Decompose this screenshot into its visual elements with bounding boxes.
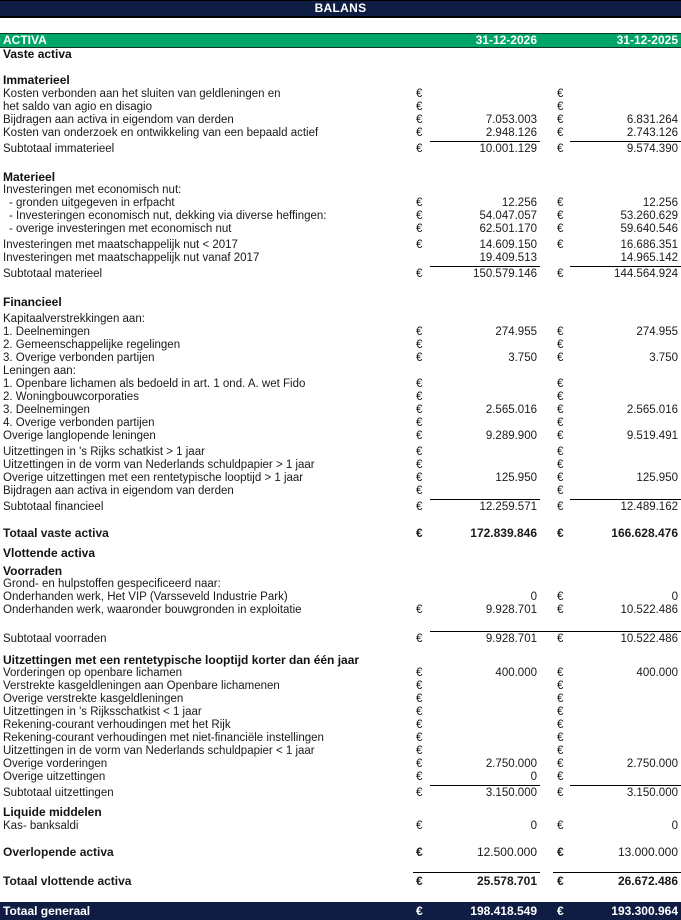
row-label: 1. Openbare lichamen als bedoeld in art. 1 ond. A. wet Fido	[3, 378, 306, 390]
currency-symbol: €	[416, 758, 423, 770]
currency-symbol: €	[557, 526, 564, 540]
currency-symbol: €	[557, 391, 564, 403]
table-row	[0, 223, 681, 236]
currency-symbol: €	[557, 591, 564, 603]
table-row	[0, 771, 681, 784]
value-2026: 0	[530, 591, 537, 603]
currency-symbol: €	[416, 845, 423, 859]
table-row	[0, 114, 681, 127]
table-row	[0, 485, 681, 498]
value-2025: 14.965.142	[620, 252, 678, 264]
table-row	[0, 352, 681, 365]
row-label: Subtotaal financieel	[3, 501, 104, 513]
row-label: 2. Gemeenschappelijke regelingen	[3, 339, 181, 351]
currency-symbol: €	[557, 904, 564, 918]
currency-symbol: €	[557, 417, 564, 429]
grand-total-2026: 198.418.549	[470, 904, 537, 918]
table-row	[0, 633, 681, 646]
value-2025: 12.489.162	[620, 501, 678, 513]
value-2025: 16.686.351	[620, 239, 678, 251]
grand-total-2025: 193.300.964	[611, 904, 678, 918]
subtotal-divider	[430, 631, 681, 632]
table-row	[0, 706, 681, 719]
subtotal-divider	[430, 785, 540, 786]
table-row	[0, 88, 681, 101]
currency-symbol: €	[416, 820, 423, 832]
table-row	[0, 378, 681, 391]
row-label: Verstrekte kasgeldleningen aan Openbare lichamenen	[3, 680, 280, 692]
table-row	[0, 732, 681, 745]
subtotal-divider	[413, 872, 540, 873]
value-2025: 13.000.000	[617, 845, 678, 859]
value-2026: 3.150.000	[485, 787, 537, 799]
currency-symbol: €	[416, 459, 423, 471]
row-label: Kapitaalverstrekkingen aan:	[3, 313, 145, 325]
row-label: Overige langlopende leningen	[3, 430, 156, 442]
currency-symbol: €	[416, 719, 423, 731]
section-heading	[0, 654, 681, 667]
table-row	[0, 591, 681, 604]
subtotal-divider	[570, 785, 681, 786]
row-label: Materieel	[3, 170, 56, 184]
value-2026: 9.928.701	[485, 633, 537, 645]
value-2026: 54.047.057	[479, 210, 537, 222]
value-2025: 6.831.264	[626, 114, 678, 126]
currency-symbol: €	[416, 127, 423, 139]
page-title: BALANS	[314, 1, 367, 15]
currency-symbol: €	[557, 787, 564, 799]
row-label: 4. Overige verbonden partijen	[3, 417, 155, 429]
table-row	[0, 417, 681, 430]
table-row	[0, 252, 681, 265]
value-2026: 9.928.701	[485, 604, 537, 616]
currency-symbol: €	[416, 732, 423, 744]
value-2025: 12.256	[642, 197, 678, 209]
currency-symbol: €	[416, 391, 423, 403]
row-label: Rekening-courant verhoudingen met niet-financiële instellingen	[3, 732, 324, 744]
subtotal-divider	[570, 499, 681, 500]
table-row	[0, 446, 681, 459]
value-2025: 3.750	[649, 352, 678, 364]
table-row	[0, 197, 681, 210]
currency-symbol: €	[557, 845, 564, 859]
value-2025: 400.000	[636, 667, 678, 679]
table-row	[0, 527, 681, 540]
table-row	[0, 210, 681, 223]
currency-symbol: €	[557, 459, 564, 471]
value-2026: 400.000	[495, 667, 537, 679]
table-row	[0, 404, 681, 417]
row-label: Uitzettingen in 's Rijksschatkist < 1 jaar	[3, 706, 202, 718]
table-row	[0, 184, 681, 197]
row-label: Subtotaal uitzettingen	[3, 787, 114, 799]
row-label: 1. Deelnemingen	[3, 326, 90, 338]
currency-symbol: €	[416, 787, 423, 799]
column-header-2026: 31-12-2026	[475, 33, 537, 47]
row-label: Liquide middelen	[3, 805, 102, 819]
currency-symbol: €	[557, 667, 564, 679]
currency-symbol: €	[557, 472, 564, 484]
value-2025: 0	[671, 820, 678, 832]
currency-symbol: €	[557, 352, 564, 364]
row-label: - gronden uitgegeven in erfpacht	[9, 197, 175, 209]
value-2026: 2.948.126	[485, 127, 537, 139]
currency-symbol: €	[416, 633, 423, 645]
value-2025: 166.628.476	[611, 526, 678, 540]
table-row	[0, 239, 681, 252]
value-2026: 14.609.150	[479, 239, 537, 251]
table-row	[0, 787, 681, 800]
currency-symbol: €	[416, 693, 423, 705]
currency-symbol: €	[557, 446, 564, 458]
row-label: Investeringen met maatschappelijk nut < 2017	[3, 239, 238, 251]
value-2025: 2.750.000	[626, 758, 678, 770]
currency-symbol: €	[557, 874, 564, 888]
row-label: Subtotaal voorraden	[3, 633, 107, 645]
value-2026: 2.565.016	[485, 404, 537, 416]
value-2026: 10.001.129	[479, 143, 537, 155]
row-label: Investeringen met maatschappelijk nut vanaf 2017	[3, 252, 260, 264]
row-label: Onderhanden werk, waaronder bouwgronden in exploitatie	[3, 604, 302, 616]
value-2025: 53.260.629	[620, 210, 678, 222]
section-heading	[0, 565, 681, 578]
currency-symbol: €	[416, 114, 423, 126]
value-2025: 2.565.016	[626, 404, 678, 416]
value-2026: 9.289.900	[485, 430, 537, 442]
row-label: Vlottende activa	[3, 546, 96, 560]
subtotal-divider	[570, 266, 681, 267]
grand-total-row	[0, 902, 681, 920]
table-row	[0, 745, 681, 758]
section-heading	[0, 48, 681, 61]
row-label: - Investeringen economisch nut, dekking via diverse heffingen:	[9, 210, 327, 222]
value-2025: 125.950	[636, 472, 678, 484]
subtotal-divider	[430, 141, 540, 142]
currency-symbol: €	[557, 680, 564, 692]
value-2026: 0	[530, 771, 537, 783]
currency-symbol: €	[557, 127, 564, 139]
table-row	[0, 875, 681, 888]
currency-symbol: €	[416, 667, 423, 679]
grand-total-label: Totaal generaal	[3, 904, 91, 918]
column-header	[0, 33, 681, 48]
value-2026: 19.409.513	[479, 252, 537, 264]
row-label: Uitzettingen met een rentetypische looptijd korter dan één jaar	[3, 653, 360, 667]
currency-symbol: €	[557, 706, 564, 718]
section-heading	[0, 806, 681, 819]
currency-symbol: €	[416, 352, 423, 364]
table-row	[0, 391, 681, 404]
currency-symbol: €	[557, 239, 564, 251]
currency-symbol: €	[416, 326, 423, 338]
value-2026: 172.839.846	[470, 526, 537, 540]
section-heading	[0, 171, 681, 184]
value-2025: 26.672.486	[617, 874, 678, 888]
section-heading	[0, 547, 681, 560]
row-label: - overige investeringen met economisch nut	[9, 223, 232, 235]
section-heading	[0, 74, 681, 87]
table-row	[0, 604, 681, 617]
currency-symbol: €	[557, 745, 564, 757]
value-2026: 62.501.170	[479, 223, 537, 235]
currency-symbol: €	[557, 378, 564, 390]
currency-symbol: €	[557, 501, 564, 513]
currency-symbol: €	[416, 268, 423, 280]
table-row	[0, 313, 681, 326]
table-row	[0, 501, 681, 514]
currency-symbol: €	[416, 604, 423, 616]
row-label: Vaste activa	[3, 47, 72, 61]
value-2026: 3.750	[508, 352, 537, 364]
currency-symbol: €	[557, 820, 564, 832]
currency-symbol: €	[557, 633, 564, 645]
value-2025: 2.743.126	[626, 127, 678, 139]
table-row	[0, 101, 681, 114]
currency-symbol: €	[416, 874, 423, 888]
currency-symbol: €	[557, 758, 564, 770]
row-label: Leningen aan:	[3, 365, 76, 377]
currency-symbol: €	[557, 88, 564, 100]
currency-symbol: €	[416, 417, 423, 429]
currency-symbol: €	[416, 101, 423, 113]
row-label: het saldo van agio en disagio	[3, 101, 152, 113]
value-2026: 25.578.701	[476, 874, 537, 888]
table-row	[0, 268, 681, 281]
currency-symbol: €	[416, 472, 423, 484]
currency-symbol: €	[416, 404, 423, 416]
currency-symbol: €	[557, 268, 564, 280]
row-label: 2. Woningbouwcorporaties	[3, 391, 139, 403]
currency-symbol: €	[416, 430, 423, 442]
currency-symbol: €	[557, 143, 564, 155]
table-row	[0, 758, 681, 771]
table-row	[0, 339, 681, 352]
row-label: Bijdragen aan activa in eigendom van derden	[3, 114, 234, 126]
column-header-2025: 31-12-2025	[616, 33, 678, 47]
subtotal-divider	[553, 872, 681, 873]
row-label: 3. Deelnemingen	[3, 404, 90, 416]
row-label: Voorraden	[3, 564, 63, 578]
currency-symbol: €	[416, 526, 423, 540]
currency-symbol: €	[416, 239, 423, 251]
currency-symbol: €	[416, 339, 423, 351]
row-label: Totaal vaste activa	[3, 526, 109, 540]
row-label: Immaterieel	[3, 73, 70, 87]
currency-symbol: €	[416, 378, 423, 390]
row-label: Uitzettingen in de vorm van Nederlands schuldpapier < 1 jaar	[3, 745, 315, 757]
row-label: Overige uitzettingen met een rentetypische looptijd > 1 jaar	[3, 472, 304, 484]
row-label: Overige vorderingen	[3, 758, 108, 770]
value-2026: 2.750.000	[485, 758, 537, 770]
currency-symbol: €	[557, 101, 564, 113]
table-row	[0, 430, 681, 443]
row-label: Kosten van onderzoek en ontwikkeling van een bepaald actief	[3, 127, 319, 139]
value-2025: 3.150.000	[626, 787, 678, 799]
column-header-activa: ACTIVA	[3, 33, 47, 47]
row-label: Subtotaal materieel	[3, 268, 103, 280]
value-2026: 12.256	[501, 197, 537, 209]
table-row	[0, 472, 681, 485]
table-row	[0, 326, 681, 339]
currency-symbol: €	[557, 326, 564, 338]
value-2025: 144.564.924	[614, 268, 678, 280]
currency-symbol: €	[557, 732, 564, 744]
subtotal-divider	[570, 141, 681, 142]
value-2025: 274.955	[636, 326, 678, 338]
table-row	[0, 820, 681, 833]
table-row	[0, 459, 681, 472]
row-label: Grond- en hulpstoffen gespecificeerd naar:	[3, 578, 221, 590]
currency-symbol: €	[557, 404, 564, 416]
row-label: 3. Overige verbonden partijen	[3, 352, 155, 364]
table-row	[0, 719, 681, 732]
value-2026: 150.579.146	[473, 268, 537, 280]
value-2025: 0	[671, 591, 678, 603]
value-2025: 10.522.486	[620, 604, 678, 616]
currency-symbol: €	[557, 197, 564, 209]
row-label: Uitzettingen in de vorm van Nederlands schuldpapier > 1 jaar	[3, 459, 315, 471]
row-label: Uitzettingen in 's Rijks schatkist > 1 jaar	[3, 446, 205, 458]
value-2026: 274.955	[495, 326, 537, 338]
row-label: Overlopende activa	[3, 845, 114, 859]
table-row	[0, 846, 681, 859]
table-row	[0, 143, 681, 156]
currency-symbol: €	[416, 446, 423, 458]
currency-symbol: €	[416, 143, 423, 155]
currency-symbol: €	[416, 197, 423, 209]
subtotal-divider	[430, 499, 540, 500]
value-2026: 125.950	[495, 472, 537, 484]
currency-symbol: €	[416, 904, 423, 918]
row-label: Investeringen met economisch nut:	[3, 184, 182, 196]
currency-symbol: €	[557, 223, 564, 235]
value-2025: 9.519.491	[626, 430, 678, 442]
value-2026: 0	[530, 820, 537, 832]
currency-symbol: €	[557, 485, 564, 497]
value-2026: 12.500.000	[476, 845, 537, 859]
currency-symbol: €	[416, 680, 423, 692]
value-2026: 7.053.003	[485, 114, 537, 126]
subtotal-divider	[430, 266, 540, 267]
row-label: Kosten verbonden aan het sluiten van geldleningen en	[3, 88, 281, 100]
value-2026: 12.259.571	[479, 501, 537, 513]
value-2025: 10.522.486	[620, 633, 678, 645]
section-heading	[0, 296, 681, 309]
row-label: Bijdragen aan activa in eigendom van derden	[3, 485, 234, 497]
currency-symbol: €	[416, 88, 423, 100]
row-label: Subtotaal immaterieel	[3, 143, 115, 155]
table-row	[0, 578, 681, 591]
row-label: Vorderingen op openbare lichamen	[3, 667, 183, 679]
currency-symbol: €	[416, 745, 423, 757]
currency-symbol: €	[416, 210, 423, 222]
table-row	[0, 667, 681, 680]
title-bar	[0, 0, 681, 18]
row-label: Rekening-courant verhoudingen met het Rijk	[3, 719, 231, 731]
value-2025: 9.574.390	[626, 143, 678, 155]
currency-symbol: €	[557, 210, 564, 222]
currency-symbol: €	[416, 706, 423, 718]
row-label: Overige verstrekte kasgeldleningen	[3, 693, 184, 705]
row-label: Kas- banksaldi	[3, 820, 79, 832]
row-label: Totaal vlottende activa	[3, 874, 132, 888]
table-row	[0, 365, 681, 378]
table-row	[0, 127, 681, 140]
row-label: Financieel	[3, 295, 62, 309]
currency-symbol: €	[416, 501, 423, 513]
currency-symbol: €	[416, 771, 423, 783]
value-2025: 59.640.546	[620, 223, 678, 235]
table-row	[0, 680, 681, 693]
currency-symbol: €	[557, 339, 564, 351]
currency-symbol: €	[416, 485, 423, 497]
currency-symbol: €	[416, 223, 423, 235]
currency-symbol: €	[557, 771, 564, 783]
currency-symbol: €	[557, 430, 564, 442]
row-label: Onderhanden werk, Het VIP (Varsseveld Industrie Park)	[3, 591, 288, 603]
row-label: Overige uitzettingen	[3, 771, 106, 783]
currency-symbol: €	[557, 604, 564, 616]
table-row	[0, 693, 681, 706]
currency-symbol: €	[557, 719, 564, 731]
currency-symbol: €	[557, 693, 564, 705]
currency-symbol: €	[557, 114, 564, 126]
